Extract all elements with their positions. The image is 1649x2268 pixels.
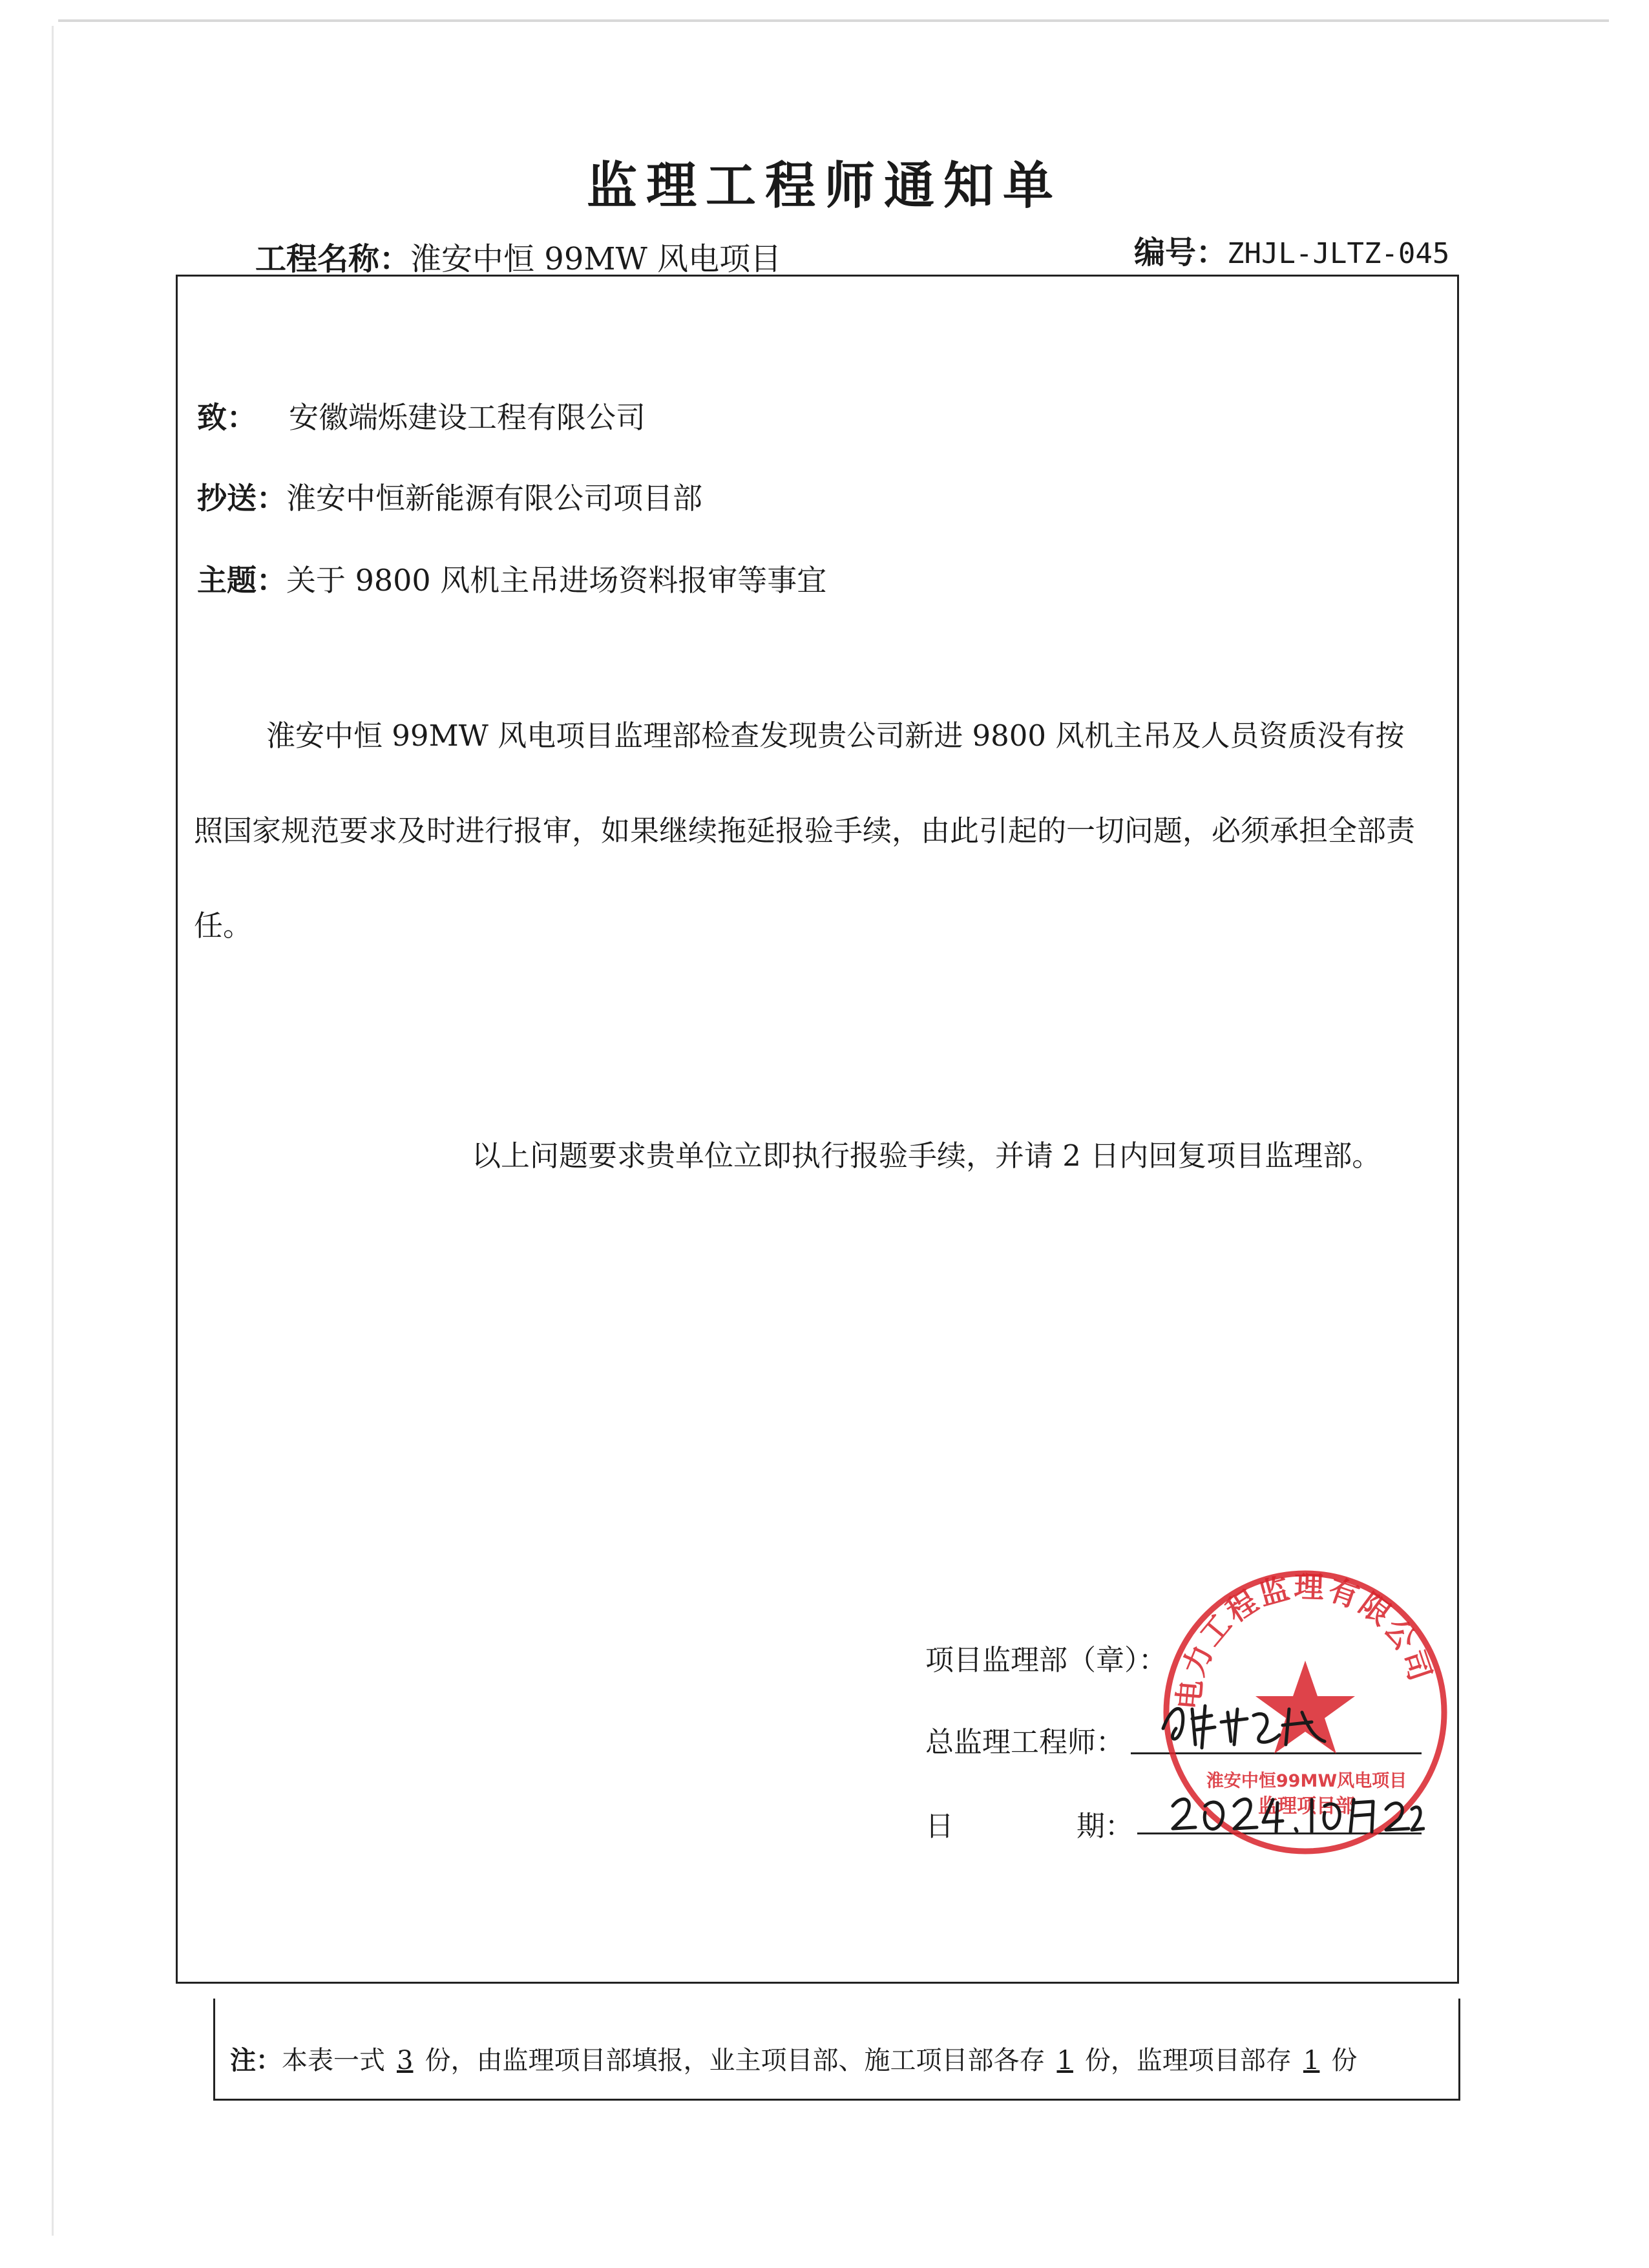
date-label-rest: 期： bbox=[1077, 1810, 1133, 1843]
to-field bbox=[197, 394, 646, 437]
handwritten-date bbox=[1166, 1777, 1425, 1842]
body-paragraph: 淮安中恒 99MW 风电项目监理部检查发现贵公司新进 9800 风机主吊及人员资质没有按照国家规范要求及时进行报审，如果继续拖延报验手续，由此引起的一切问题，必须承担全部责任。 bbox=[194, 719, 1416, 943]
number-row bbox=[1134, 227, 1449, 272]
note-text-4: 份 bbox=[1331, 2046, 1358, 2075]
project-label: 工程名称： bbox=[255, 241, 411, 277]
seal-arc-text: 电力工程监理有限公司 bbox=[1171, 1569, 1439, 1712]
page-edge-left bbox=[52, 26, 54, 2236]
request-text: 以上问题要求贵单位立即执行报验手续，并请 2 日内回复项目监理部。 bbox=[472, 1139, 1381, 1173]
copies-supervisor: 1 bbox=[1303, 2046, 1320, 2075]
document-number: ZHJL-JLTZ-045 bbox=[1227, 237, 1450, 270]
cc-value: 淮安中恒新能源有限公司项目部 bbox=[286, 481, 702, 516]
dept-stamp-label: 项目监理部（章）： bbox=[925, 1644, 1167, 1677]
cc-field bbox=[197, 475, 702, 518]
number-label: 编号： bbox=[1134, 235, 1228, 271]
to-label: 致： bbox=[197, 400, 257, 435]
subject-value: 关于 9800 风机主吊进场资料报审等事宜 bbox=[286, 563, 827, 598]
note-text-3: 份，监理项目部存 bbox=[1084, 2046, 1292, 2075]
seal-line-2: 监理项目部 bbox=[1258, 1795, 1355, 1818]
copies-each: 1 bbox=[1056, 2046, 1073, 2075]
project-row bbox=[255, 234, 781, 278]
date-label bbox=[925, 1803, 1133, 1844]
note-label: 注： bbox=[230, 2046, 282, 2075]
document-title: 监理工程师通知单 bbox=[586, 157, 1062, 215]
seal-line-1: 淮安中恒99MW风电项目 bbox=[1206, 1771, 1407, 1791]
handwritten-signature bbox=[1157, 1690, 1434, 1754]
note-text-2: 份，由监理项目部填报，业主项目部、施工项目部各存 bbox=[425, 2046, 1045, 2075]
copies-total: 3 bbox=[397, 2046, 414, 2075]
cc-label: 抄送： bbox=[197, 481, 286, 516]
chief-engineer-label: 总监理工程师： bbox=[925, 1726, 1124, 1759]
to-value: 安徽端烁建设工程有限公司 bbox=[289, 400, 646, 435]
subject-field bbox=[197, 557, 826, 600]
note-text-1: 本表一式 bbox=[282, 2046, 385, 2075]
project-name: 淮安中恒 99MW 风电项目 bbox=[410, 241, 782, 277]
subject-label: 主题： bbox=[197, 563, 286, 598]
page-edge bbox=[58, 19, 1609, 22]
date-label-char: 日 bbox=[925, 1810, 954, 1843]
footer-note bbox=[230, 2040, 1357, 2077]
